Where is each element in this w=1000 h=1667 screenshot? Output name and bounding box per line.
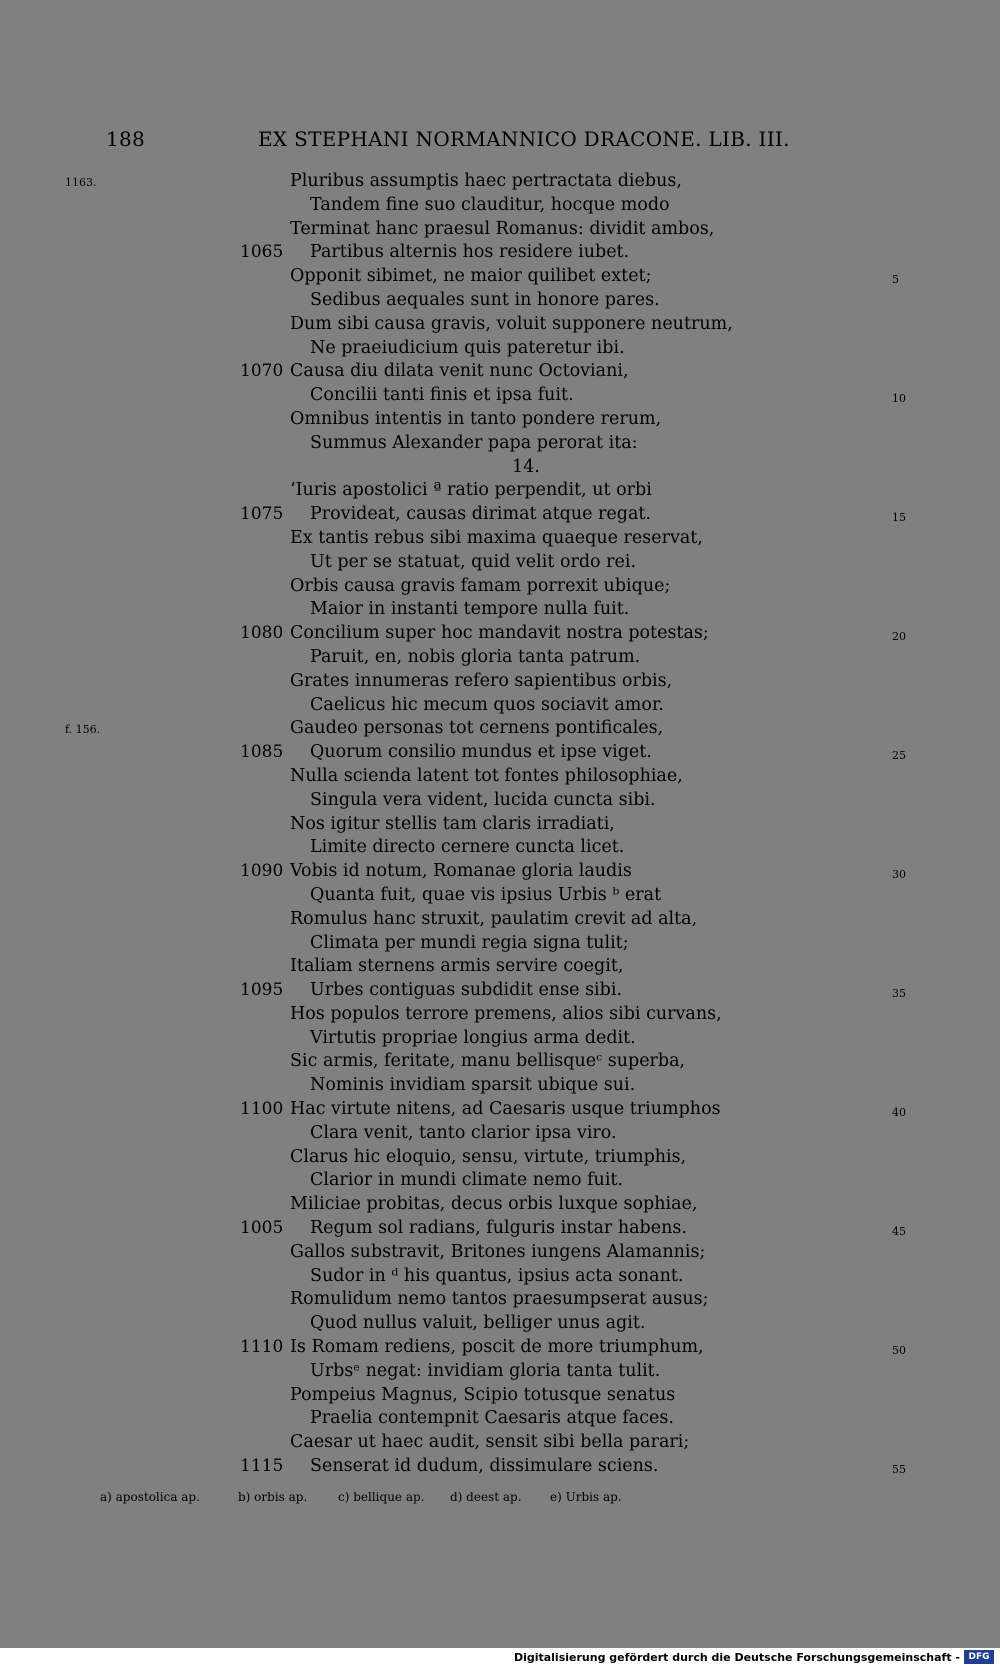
verse-line	[0, 741, 1000, 765]
verse-text: Hac virtute nitens, ad Caesaris usque triumphos	[290, 1099, 721, 1120]
verse-text: Caelicus hic mecum quos sociavit amor.	[310, 694, 664, 715]
verse-text: Orbis causa gravis famam porrexit ubique;	[290, 575, 671, 596]
verse-text: Ut per se statuat, quid velit ordo rei.	[310, 551, 637, 572]
verse-text: Tandem fine suo clauditur, hocque modo	[310, 194, 670, 215]
verse-line	[0, 265, 1000, 289]
line-number: 45	[892, 1225, 906, 1239]
verse-text: Clarus hic eloquio, sensu, virtute, triumphis,	[290, 1146, 687, 1167]
verse-text: Ex tantis rebus sibi maxima quaeque reservat,	[290, 527, 703, 548]
verse-line	[0, 1312, 1000, 1336]
verse-line	[0, 979, 1000, 1003]
verse-text: 14.	[512, 456, 540, 477]
verse-line	[0, 218, 1000, 242]
verse-list	[0, 170, 1000, 1479]
verse-text: Regum sol radians, fulguris instar habens.	[310, 1218, 687, 1239]
verse-number: 1085	[240, 742, 284, 763]
verse-text: Paruit, en, nobis gloria tanta patrum.	[310, 646, 641, 667]
verse-text: Maior in instanti tempore nulla fuit.	[310, 599, 630, 620]
verse-text: Miliciae probitas, decus orbis luxque sophiae,	[290, 1194, 698, 1215]
margin-year-note: 1163.	[65, 176, 97, 189]
verse-text: Clarior in mundi climate nemo fuit.	[310, 1170, 624, 1191]
verse-text: Nulla scienda latent tot fontes philosophiae,	[290, 765, 683, 786]
verse-text: Limite directo cernere cuncta licet.	[310, 837, 625, 858]
verse-line	[0, 527, 1000, 551]
line-number: 55	[892, 1463, 906, 1477]
verse-text: Climata per mundi regia signa tulit;	[310, 932, 629, 953]
verse-number: 1080	[240, 623, 284, 644]
verse-line	[0, 1241, 1000, 1265]
line-number: 20	[892, 630, 906, 644]
verse-line	[0, 479, 1000, 503]
verse-line	[0, 717, 1000, 741]
verse-text: Sudor in ᵈ his quantus, ipsius acta sonant.	[310, 1265, 684, 1286]
verse-line	[0, 646, 1000, 670]
verse-text: Gaudeo personas tot cernens pontificales,	[290, 718, 664, 739]
verse-line	[0, 337, 1000, 361]
verse-line	[0, 813, 1000, 837]
verse-text: Virtutis propriae longius arma dedit.	[310, 1027, 636, 1048]
footnotes	[0, 1490, 1000, 1510]
verse-text: Concilium super hoc mandavit nostra potestas;	[290, 623, 709, 644]
verse-text: Opponit sibimet, ne maior quilibet extet;	[290, 266, 652, 287]
verse-line	[0, 622, 1000, 646]
verse-line	[0, 1193, 1000, 1217]
verse-line	[0, 1169, 1000, 1193]
verse-line	[0, 289, 1000, 313]
page-number: 188	[106, 127, 146, 151]
verse-line	[0, 551, 1000, 575]
verse-text: Quorum consilio mundus et ipse viget.	[310, 742, 652, 763]
verse-line	[0, 1074, 1000, 1098]
funding-notice: Digitalisierung gefördert durch die Deutsche Forschungsgemeinschaft -	[513, 1651, 960, 1664]
verse-number: 1100	[240, 1099, 284, 1120]
verse-text: Partibus alternis hos residere iubet.	[310, 242, 630, 263]
verse-line	[0, 1336, 1000, 1360]
verse-text: Causa diu dilata venit nunc Octoviani,	[290, 361, 629, 382]
verse-text: Urbes contiguas subdidit ense sibi.	[310, 980, 623, 1001]
verse-line	[0, 1027, 1000, 1051]
verse-number: 1110	[240, 1337, 284, 1358]
verse-line	[0, 170, 1000, 194]
dfg-logo[interactable]: DFG	[964, 1650, 994, 1664]
verse-line	[0, 313, 1000, 337]
verse-line	[0, 955, 1000, 979]
verse-line	[0, 575, 1000, 599]
line-number: 5	[892, 273, 899, 287]
verse-text: Pluribus assumptis haec pertractata diebus,	[290, 171, 682, 191]
verse-line	[0, 1455, 1000, 1479]
verse-line	[0, 503, 1000, 527]
verse-line	[0, 1003, 1000, 1027]
verse-number: 1090	[240, 861, 284, 882]
verse-text: Nos igitur stellis tam claris irradiati,	[290, 813, 615, 834]
verse-text: Senserat id dudum, dissimulare sciens.	[310, 1456, 659, 1477]
verse-text: Grates innumeras refero sapientibus orbis,	[290, 670, 673, 691]
verse-text: Gallos substravit, Britones iungens Alamannis;	[290, 1241, 706, 1262]
line-number: 50	[892, 1344, 906, 1358]
verse-line	[0, 194, 1000, 218]
verse-line	[0, 765, 1000, 789]
verse-line	[0, 432, 1000, 456]
verse-line	[0, 1407, 1000, 1431]
verse-line	[0, 241, 1000, 265]
line-number: 10	[892, 392, 906, 406]
verse-number: 1075	[240, 504, 284, 525]
verse-text: Is Romam rediens, poscit de more triumphum,	[290, 1337, 704, 1358]
verse-line	[0, 1146, 1000, 1170]
verse-line	[0, 1288, 1000, 1312]
verse-text: Vobis id notum, Romanae gloria laudis	[290, 861, 632, 882]
verse-text: Terminat hanc praesul Romanus: dividit ambos,	[290, 218, 715, 239]
line-number: 35	[892, 987, 906, 1001]
verse-text: Romulidum nemo tantos praesumpserat ausus;	[290, 1289, 709, 1310]
verse-line	[0, 932, 1000, 956]
verse-line	[0, 908, 1000, 932]
verse-text: Nominis invidiam sparsit ubique sui.	[310, 1075, 636, 1096]
footnote: c) bellique ap.	[338, 1490, 425, 1504]
line-number: 30	[892, 868, 906, 882]
line-number: 15	[892, 511, 906, 525]
verse-text: Quod nullus valuit, belliger unus agit.	[310, 1313, 646, 1334]
verse-text: Caesar ut haec audit, sensit sibi bella parari;	[290, 1432, 690, 1453]
verse-line	[0, 360, 1000, 384]
section-heading	[0, 456, 1000, 480]
verse-text: Urbsᵉ negat: invidiam gloria tanta tulit.	[310, 1360, 661, 1381]
verse-line	[0, 1265, 1000, 1289]
verse-text: Pompeius Magnus, Scipio totusque senatus	[290, 1384, 676, 1405]
verse-line	[0, 598, 1000, 622]
verse-line	[0, 408, 1000, 432]
margin-year-note: f. 156.	[65, 723, 101, 737]
verse-number: 1065	[240, 242, 284, 263]
verse-text: Dum sibi causa gravis, voluit supponere neutrum,	[290, 313, 733, 334]
footnote: b) orbis ap.	[238, 1490, 308, 1504]
verse-text: Provideat, causas dirimat atque regat.	[310, 504, 651, 525]
footnote: e) Urbis ap.	[550, 1490, 622, 1504]
verse-line	[0, 860, 1000, 884]
footer-bar	[0, 1648, 1000, 1667]
verse-number: 1095	[240, 980, 284, 1001]
verse-line	[0, 789, 1000, 813]
verse-text: ‘Iuris apostolici ª ratio perpendit, ut orbi	[290, 480, 652, 501]
verse-number: 1070	[240, 361, 284, 382]
running-title: EX STEPHANI NORMANNICO DRACONE. LIB. III.	[258, 127, 790, 151]
line-number: 40	[892, 1106, 906, 1120]
verse-line	[0, 694, 1000, 718]
verse-text: Sedibus aequales sunt in honore pares.	[310, 289, 660, 310]
verse-line	[0, 884, 1000, 908]
verse-line	[0, 1122, 1000, 1146]
footnote: a) apostolica ap.	[100, 1490, 200, 1504]
verse-text: Ne praeiudicium quis pateretur ibi.	[310, 337, 625, 358]
verse-line	[0, 1098, 1000, 1122]
line-number: 25	[892, 749, 906, 763]
verse-number: 1115	[240, 1456, 284, 1477]
footnote: d) deest ap.	[450, 1490, 522, 1504]
verse-line	[0, 1050, 1000, 1074]
verse-text: Singula vera vident, lucida cuncta sibi.	[310, 789, 656, 810]
verse-line	[0, 670, 1000, 694]
verse-text: Praelia contempnit Caesaris atque faces.	[310, 1408, 674, 1429]
verse-line	[0, 836, 1000, 860]
verse-text: Clara venit, tanto clarior ipsa viro.	[310, 1122, 617, 1143]
verse-line	[0, 1431, 1000, 1455]
verse-text: Sic armis, feritate, manu bellisqueᶜ superba,	[290, 1051, 686, 1072]
verse-text: Concilii tanti finis et ipsa fuit.	[310, 385, 574, 406]
verse-line	[0, 1384, 1000, 1408]
verse-text: Omnibus intentis in tanto pondere rerum,	[290, 408, 662, 429]
verse-line	[0, 1360, 1000, 1384]
verse-line	[0, 1217, 1000, 1241]
verse-number: 1005	[240, 1218, 284, 1239]
verse-text: Quanta fuit, quae vis ipsius Urbis ᵇ erat	[310, 884, 662, 905]
verse-text: Hos populos terrore premens, alios sibi curvans,	[290, 1003, 722, 1024]
verse-text: Summus Alexander papa perorat ita:	[310, 432, 638, 453]
verse-text: Italiam sternens armis servire coegit,	[290, 956, 624, 977]
verse-line	[0, 384, 1000, 408]
verse-text: Romulus hanc struxit, paulatim crevit ad alta,	[290, 908, 698, 929]
